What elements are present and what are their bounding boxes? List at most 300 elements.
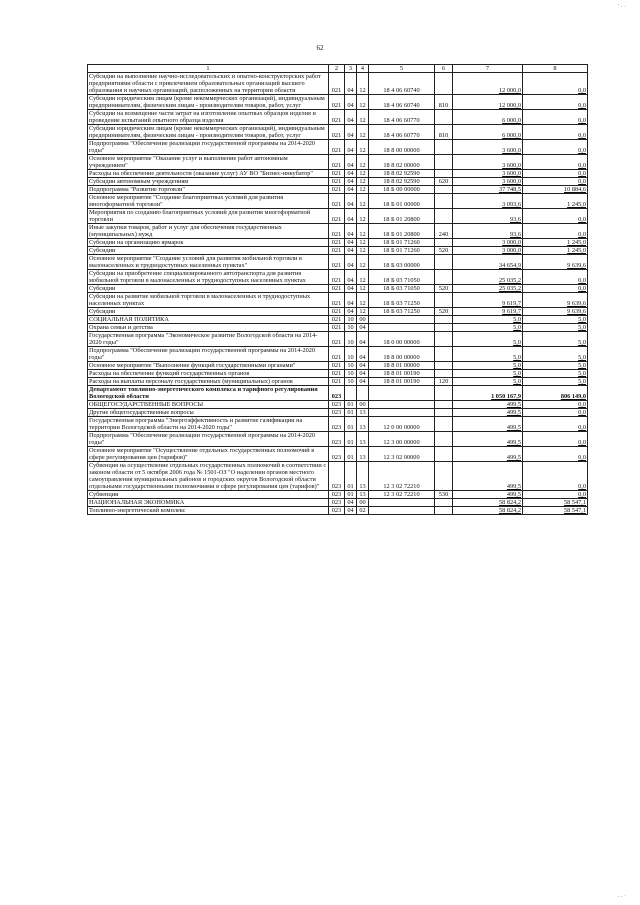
row-value-col7 [453, 462, 523, 491]
row-value-col7-text: 5,0 [513, 378, 521, 385]
row-name: Подпрограмма "Обеспечение реализации государственной программы на 2014-2020 годы" [88, 347, 329, 362]
row-value-col7-text: 5,0 [513, 354, 521, 361]
row-vr: 620 [435, 178, 453, 186]
row-value-col8-text: 0,0 [578, 102, 586, 109]
row-value-col7 [453, 370, 523, 378]
row-pr: 04 [357, 347, 369, 362]
row-value-col8 [523, 409, 588, 417]
row-vr [435, 155, 453, 170]
row-vr [435, 270, 453, 285]
row-value-col7 [453, 401, 523, 409]
row-pr: 12 [357, 125, 369, 140]
header-col-5: 5 [369, 65, 435, 73]
row-csr: 18 Б 03 71050 [369, 270, 435, 285]
table-row [88, 401, 588, 409]
row-value-col8 [523, 255, 588, 270]
row-vr [435, 386, 453, 401]
row-rz: 04 [345, 507, 357, 515]
row-value-col7 [453, 362, 523, 370]
row-vr [435, 239, 453, 247]
row-value-col7-text: 499,5 [506, 409, 521, 416]
row-value-col7 [453, 432, 523, 447]
row-rz: 10 [345, 362, 357, 370]
row-ved: 021 [329, 316, 345, 324]
table-row [88, 255, 588, 270]
row-ved: 023 [329, 499, 345, 507]
row-vr [435, 401, 453, 409]
row-pr: 13 [357, 491, 369, 499]
table-row [88, 462, 588, 491]
row-name: Расходы на обеспечение деятельности (оказание услуг) АУ ВО "Бизнес-инкубатор" [88, 170, 329, 178]
row-vr [435, 186, 453, 194]
row-pr: 12 [357, 73, 369, 95]
row-csr: 12 0 00 00000 [369, 417, 435, 432]
row-ved: 021 [329, 178, 345, 186]
row-rz: 04 [345, 239, 357, 247]
row-rz: 04 [345, 499, 357, 507]
row-value-col7-text: 3 600,0 [502, 170, 521, 177]
row-value-col7-text: 93,6 [509, 231, 521, 238]
row-value-col7-text: 499,5 [506, 439, 521, 446]
row-name: Другие общегосударственные вопросы [88, 409, 329, 417]
row-value-col8-text: 0,0 [578, 483, 586, 490]
row-name: Расходы на обеспечение функций государственных органов [88, 370, 329, 378]
row-rz: 04 [345, 293, 357, 308]
row-pr: 12 [357, 255, 369, 270]
row-csr: 18 8 02 92590 [369, 178, 435, 186]
row-ved: 023 [329, 417, 345, 432]
row-value-col7 [453, 186, 523, 194]
table-row [88, 270, 588, 285]
row-pr: 12 [357, 140, 369, 155]
row-value-col8 [523, 432, 588, 447]
row-csr: 12 3 00 00000 [369, 432, 435, 447]
row-csr: 18 8 02 92590 [369, 170, 435, 178]
row-value-col7 [453, 491, 523, 499]
row-ved: 023 [329, 401, 345, 409]
row-value-col7-text: 3 000,0 [502, 247, 521, 254]
row-rz: 10 [345, 378, 357, 386]
row-name: Субсидии на приобретение специализированного автотранспорта для развития мобильной торговли в малонаселенных и труднодоступных населенных пунктах [88, 270, 329, 285]
row-vr: 240 [435, 224, 453, 239]
row-csr: 18 4 06 60740 [369, 73, 435, 95]
row-name: Субвенции [88, 491, 329, 499]
row-csr: 18 4 06 60770 [369, 110, 435, 125]
row-name: Подпрограмма "Развитие торговли" [88, 186, 329, 194]
table-row [88, 378, 588, 386]
row-name: Государственная программа "Энергоэффективность и развитие газификации на территории Вологодской области на 2014-2020 годы" [88, 417, 329, 432]
row-vr: 810 [435, 95, 453, 110]
row-ved: 021 [329, 270, 345, 285]
row-name: Основное мероприятие "Создание благоприятных условий для развития многоформатной торговли" [88, 194, 329, 209]
row-value-col8-text: 0,0 [578, 439, 586, 446]
row-ved: 023 [329, 432, 345, 447]
row-ved: 023 [329, 386, 345, 401]
row-value-col8-text: 1 245,0 [567, 201, 586, 208]
row-value-col7 [453, 285, 523, 293]
row-value-col8-text: 0,0 [578, 424, 586, 431]
scan-mark-bottom: . . · [618, 893, 626, 899]
row-name: Подпрограмма "Обеспечение реализации государственной программы на 2014-2020 годы" [88, 432, 329, 447]
row-value-col7 [453, 224, 523, 239]
row-rz: 01 [345, 432, 357, 447]
row-value-col8 [523, 447, 588, 462]
row-value-col8-text: 0,0 [578, 87, 586, 94]
row-value-col8-text: 10 884,6 [563, 186, 586, 193]
row-vr [435, 362, 453, 370]
row-value-col8-text: 9 639,6 [567, 262, 586, 269]
row-vr [435, 194, 453, 209]
row-vr [435, 417, 453, 432]
table-row [88, 507, 588, 515]
row-value-col7-text: 25 035,2 [498, 277, 521, 284]
row-value-col7 [453, 293, 523, 308]
row-value-col8 [523, 209, 588, 224]
row-value-col8-text: 5,0 [578, 354, 586, 361]
row-rz: 04 [345, 270, 357, 285]
row-value-col7-text: 58 824,2 [498, 507, 521, 514]
row-value-col7-text: 58 824,2 [498, 499, 521, 506]
row-name: Основное мероприятие "Оказание услуг и выполнение работ автономным учреждением" [88, 155, 329, 170]
table-row [88, 155, 588, 170]
row-value-col8 [523, 140, 588, 155]
header-col-3: 3 [345, 65, 357, 73]
row-value-col7-text: 3 600,0 [502, 147, 521, 154]
row-pr: 00 [357, 499, 369, 507]
row-value-col7-text: 5,0 [513, 324, 521, 331]
row-rz: 10 [345, 324, 357, 332]
row-csr: 12 3 02 72210 [369, 462, 435, 491]
row-pr: 12 [357, 285, 369, 293]
row-rz: 04 [345, 255, 357, 270]
row-rz: 01 [345, 401, 357, 409]
row-value-col8-text: 0,0 [578, 132, 586, 139]
row-csr: 18 Б 01 71260 [369, 239, 435, 247]
row-value-col8 [523, 170, 588, 178]
row-value-col8-text: 0,0 [578, 409, 586, 416]
row-value-col8-text: 0,0 [578, 401, 586, 408]
row-value-col8 [523, 308, 588, 316]
row-value-col7 [453, 507, 523, 515]
row-name: Подпрограмма "Обеспечение реализации государственной программы на 2014-2020 годы" [88, 140, 329, 155]
row-value-col8 [523, 224, 588, 239]
row-value-col8 [523, 178, 588, 186]
row-value-col7-text: 25 035,2 [498, 285, 521, 292]
row-value-col8 [523, 186, 588, 194]
table-row [88, 491, 588, 499]
row-name: Основное мероприятие "Выполнение функций государственными органами" [88, 362, 329, 370]
row-csr: 18 8 01 00000 [369, 362, 435, 370]
row-ved: 021 [329, 293, 345, 308]
row-csr: 18 8 02 00000 [369, 155, 435, 170]
table-header-row [88, 65, 588, 73]
row-value-col8 [523, 386, 588, 401]
row-csr: 18 0 00 00000 [369, 332, 435, 347]
table-row [88, 308, 588, 316]
row-value-col8 [523, 247, 588, 255]
row-value-col7-text: 37 748,5 [498, 186, 521, 193]
row-pr: 04 [357, 324, 369, 332]
row-pr: 04 [357, 362, 369, 370]
row-vr [435, 507, 453, 515]
row-rz: 04 [345, 308, 357, 316]
row-value-col7-text: 6 000,0 [502, 117, 521, 124]
row-ved: 021 [329, 110, 345, 125]
row-rz: 04 [345, 209, 357, 224]
table-row [88, 447, 588, 462]
row-value-col8-text: 0,0 [578, 231, 586, 238]
row-csr: 18 Б 01 20800 [369, 224, 435, 239]
row-pr: 12 [357, 194, 369, 209]
row-value-col8 [523, 194, 588, 209]
table-row [88, 362, 588, 370]
table-row [88, 186, 588, 194]
row-pr: 12 [357, 186, 369, 194]
row-value-col7-text: 3 600,0 [502, 178, 521, 185]
row-name: Субвенция на осуществление отдельных государственных полномочий в соответствии с законом области от 5 октября 2006 года № 1501-ОЗ "О наделении органов местного самоуправления муниципальных районов и городских округов Вологодской области отдельными государственными полномочиями в сфере регулирования цен (тарифов)" [88, 462, 329, 491]
scan-mark-top: ' · · [617, 4, 626, 10]
row-csr [369, 316, 435, 324]
row-rz: 04 [345, 170, 357, 178]
row-value-col7-text: 3 600,0 [502, 162, 521, 169]
row-rz: 01 [345, 447, 357, 462]
row-value-col8-text: 5,0 [578, 370, 586, 377]
row-value-col8-text: 58 547,1 [563, 507, 586, 514]
table-row [88, 409, 588, 417]
row-name: Мероприятия по созданию благоприятных условий для развития многоформатной торговли [88, 209, 329, 224]
row-csr: 18 4 06 60740 [369, 95, 435, 110]
row-value-col8 [523, 370, 588, 378]
table-row [88, 224, 588, 239]
row-vr [435, 73, 453, 95]
row-csr: 18 Б 03 71050 [369, 285, 435, 293]
row-value-col7-text: 499,5 [506, 483, 521, 490]
table-row [88, 140, 588, 155]
row-value-col8 [523, 316, 588, 324]
row-name: НАЦИОНАЛЬНАЯ ЭКОНОМИКА [88, 499, 329, 507]
row-value-col8-text: 0,0 [578, 170, 586, 177]
row-pr: 13 [357, 462, 369, 491]
row-value-col7 [453, 178, 523, 186]
row-value-col7 [453, 316, 523, 324]
row-name: Субсидии [88, 308, 329, 316]
row-value-col8 [523, 125, 588, 140]
row-value-col8-text: 9 639,6 [567, 300, 586, 307]
row-value-col8-text: 0,0 [578, 277, 586, 284]
row-ved: 023 [329, 447, 345, 462]
row-name: Субсидии [88, 285, 329, 293]
row-vr: 530 [435, 491, 453, 499]
row-csr: 18 Б 01 71260 [369, 247, 435, 255]
row-csr: 18 Б 00 00000 [369, 186, 435, 194]
row-name: Субсидии юридическим лицам (кроме некоммерческих организаций), индивидуальным предпринимателям, физическим лицам - производителям товаров, работ, услуг [88, 125, 329, 140]
row-pr: 12 [357, 170, 369, 178]
table-row [88, 332, 588, 347]
table-row [88, 110, 588, 125]
table-row [88, 285, 588, 293]
table-row [88, 247, 588, 255]
row-value-col8 [523, 110, 588, 125]
row-value-col7-text: 1 050 167,9 [491, 393, 521, 400]
row-rz [345, 386, 357, 401]
row-rz: 04 [345, 95, 357, 110]
header-col-1: 1 [88, 65, 329, 73]
row-value-col7 [453, 386, 523, 401]
row-value-col7-text: 6 000,0 [502, 132, 521, 139]
row-pr: 12 [357, 247, 369, 255]
row-rz: 10 [345, 332, 357, 347]
row-ved: 021 [329, 285, 345, 293]
row-name: СОЦИАЛЬНАЯ ПОЛИТИКА [88, 316, 329, 324]
row-value-col7-text: 499,5 [506, 491, 521, 498]
row-csr: 12 3 02 72210 [369, 491, 435, 499]
row-rz: 04 [345, 125, 357, 140]
row-ved: 021 [329, 332, 345, 347]
row-rz: 04 [345, 73, 357, 95]
row-value-col8-text: 5,0 [578, 316, 586, 323]
row-name: Субсидии автономным учреждениям [88, 178, 329, 186]
row-value-col7-text: 5,0 [513, 316, 521, 323]
row-value-col8-text: 58 547,1 [563, 499, 586, 506]
row-value-col8 [523, 332, 588, 347]
row-vr [435, 447, 453, 462]
row-rz: 01 [345, 462, 357, 491]
row-value-col7-text: 5,0 [513, 362, 521, 369]
header-col-8: 8 [523, 65, 588, 73]
row-value-col8-text: 0,0 [578, 162, 586, 169]
row-rz: 01 [345, 491, 357, 499]
row-rz: 10 [345, 347, 357, 362]
row-value-col8-text: 0,0 [578, 216, 586, 223]
row-ved: 021 [329, 209, 345, 224]
row-rz: 04 [345, 194, 357, 209]
page-number: 62 [316, 44, 324, 52]
table-body [88, 73, 588, 515]
row-ved: 023 [329, 507, 345, 515]
row-value-col8-text: 0,0 [578, 285, 586, 292]
table-row [88, 178, 588, 186]
row-value-col7 [453, 155, 523, 170]
row-pr: 04 [357, 332, 369, 347]
row-name: Основное мероприятие "Создание условий для развития мобильной торговли в малонаселенных и труднодоступных населенных пунктах" [88, 255, 329, 270]
row-rz: 04 [345, 110, 357, 125]
row-ved: 023 [329, 409, 345, 417]
row-csr: 12 3 02 00000 [369, 447, 435, 462]
row-rz: 04 [345, 285, 357, 293]
table-row [88, 209, 588, 224]
row-value-col7-text: 9 619,7 [502, 300, 521, 307]
row-value-col7 [453, 255, 523, 270]
row-value-col7 [453, 239, 523, 247]
row-value-col8-text: 1 245,0 [567, 247, 586, 254]
row-pr: 00 [357, 316, 369, 324]
row-csr [369, 507, 435, 515]
table-row [88, 370, 588, 378]
row-value-col7-text: 12 000,0 [498, 87, 521, 94]
row-name: Иные закупки товаров, работ и услуг для обеспечения государственных (муниципальных) нужд [88, 224, 329, 239]
row-vr [435, 255, 453, 270]
row-value-col7 [453, 324, 523, 332]
row-value-col7 [453, 194, 523, 209]
row-ved: 021 [329, 125, 345, 140]
row-vr [435, 316, 453, 324]
row-ved: 021 [329, 247, 345, 255]
table-row [88, 95, 588, 110]
row-rz: 04 [345, 178, 357, 186]
row-value-col8 [523, 270, 588, 285]
row-value-col8 [523, 362, 588, 370]
row-value-col8-text: 0,0 [578, 147, 586, 154]
row-csr [369, 324, 435, 332]
row-pr: 13 [357, 447, 369, 462]
row-value-col8-text: 0,0 [578, 491, 586, 498]
row-name: Охрана семьи и детства [88, 324, 329, 332]
row-value-col7 [453, 347, 523, 362]
row-rz: 04 [345, 186, 357, 194]
row-value-col7-text: 499,5 [506, 401, 521, 408]
row-pr: 02 [357, 507, 369, 515]
table-row [88, 316, 588, 324]
row-vr [435, 432, 453, 447]
row-value-col8-text: 5,0 [578, 339, 586, 346]
row-rz: 04 [345, 224, 357, 239]
row-ved: 021 [329, 378, 345, 386]
table-row [88, 417, 588, 432]
row-value-col8 [523, 417, 588, 432]
row-ved: 021 [329, 224, 345, 239]
row-value-col7 [453, 247, 523, 255]
row-csr: 18 Б 03 71250 [369, 293, 435, 308]
row-ved: 021 [329, 347, 345, 362]
row-csr: 18 4 06 60770 [369, 125, 435, 140]
row-value-col8-text: 0,0 [578, 454, 586, 461]
row-ved: 021 [329, 324, 345, 332]
table-row [88, 125, 588, 140]
row-csr [369, 409, 435, 417]
row-pr: 04 [357, 378, 369, 386]
row-name: Субсидии на возмещение части затрат на изготовление опытных образцов изделия и проведение испытаний опытного образца изделия [88, 110, 329, 125]
row-pr: 12 [357, 270, 369, 285]
row-vr: 520 [435, 285, 453, 293]
row-value-col8-text: 1 245,0 [567, 239, 586, 246]
row-value-col7-text: 499,5 [506, 454, 521, 461]
row-value-col7-text: 34 654,9 [498, 262, 521, 269]
row-vr [435, 324, 453, 332]
row-ved: 021 [329, 155, 345, 170]
row-rz: 01 [345, 409, 357, 417]
row-pr: 12 [357, 293, 369, 308]
row-vr [435, 370, 453, 378]
row-value-col8 [523, 285, 588, 293]
row-value-col7-text: 499,5 [506, 424, 521, 431]
row-pr: 13 [357, 432, 369, 447]
row-name: Топливно-энергетический комплекс [88, 507, 329, 515]
row-name: Департамент топливно-энергетического комплекса и тарифного регулирования Вологодской области [88, 386, 329, 401]
table-row [88, 73, 588, 95]
row-value-col7 [453, 95, 523, 110]
row-vr [435, 499, 453, 507]
row-value-col8-text: 5,0 [578, 324, 586, 331]
row-vr: 810 [435, 125, 453, 140]
row-ved: 021 [329, 186, 345, 194]
row-pr: 12 [357, 155, 369, 170]
row-name: ОБЩЕГОСУДАРСТВЕННЫЕ ВОПРОСЫ [88, 401, 329, 409]
row-value-col8-text: 0,0 [578, 117, 586, 124]
row-pr: 12 [357, 239, 369, 247]
budget-table [87, 64, 588, 515]
header-col-7: 7 [453, 65, 523, 73]
row-csr: 18 Б 03 71250 [369, 308, 435, 316]
